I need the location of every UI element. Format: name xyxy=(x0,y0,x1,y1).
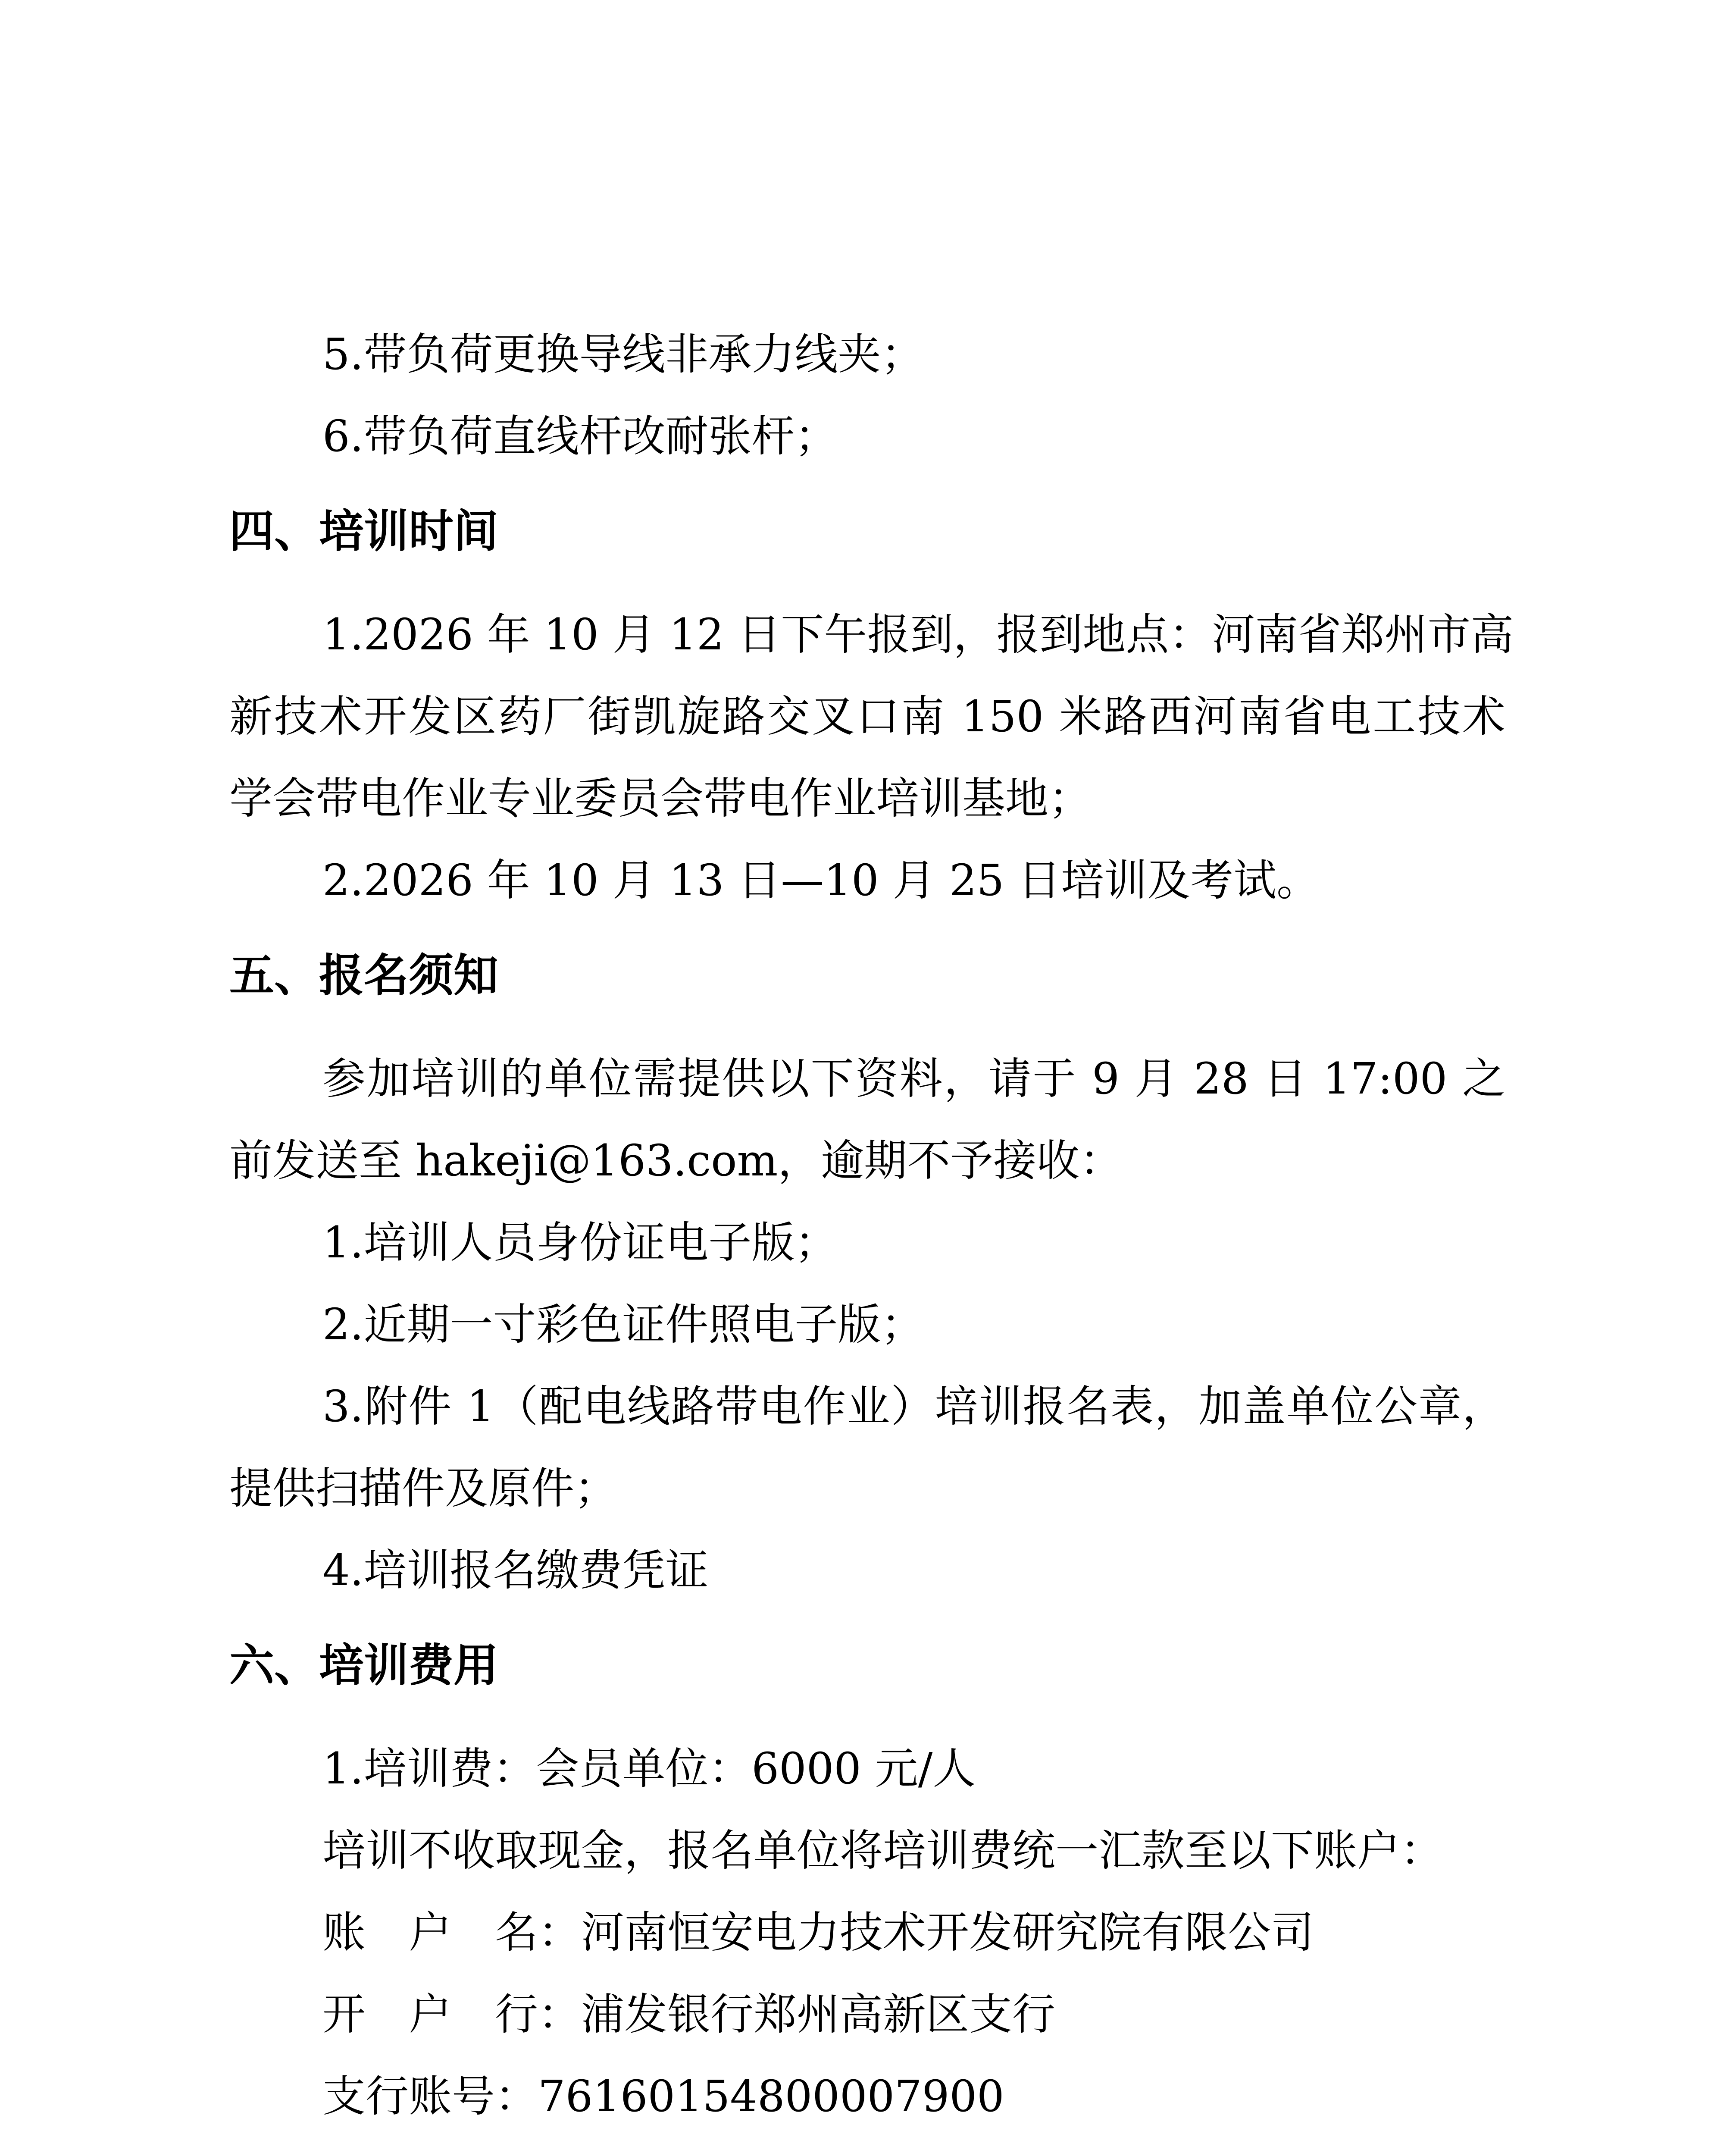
account-name: 账 户 名：河南恒安电力技术开发研究院有限公司 xyxy=(322,1907,1314,1958)
account-number: 支行账号：76160154800007900 xyxy=(322,2071,1004,2122)
paragraph-line: 学会带电作业专业委员会带电作业培训基地； xyxy=(229,773,1092,824)
paragraph-line: 新技术开发区药厂街凯旋路交叉口南 150 米路西河南省电工技术 xyxy=(229,691,1505,742)
list-item: 5.带负荷更换导线非承力线夹； xyxy=(322,329,924,379)
list-item: 3.附件 1（配电线路带电作业）培训报名表，加盖单位公章， xyxy=(322,1381,1505,1432)
section-heading: 五、报名须知 xyxy=(229,949,499,1002)
list-item: 1.培训人员身份证电子版； xyxy=(322,1217,838,1268)
list-item: 2.2026 年 10 月 13 日—10 月 25 日培训及考试。 xyxy=(322,855,1320,906)
list-item: 4.培训报名缴费凭证 xyxy=(322,1545,709,1595)
paragraph-line: 前发送至 hakeji@163.com，逾期不予接收： xyxy=(229,1135,1123,1186)
list-item: 6.带负荷直线杆改耐张杆； xyxy=(322,411,838,461)
fee-line: 1.培训费：会员单位：6000 元/人 xyxy=(322,1743,976,1794)
section-heading: 四、培训时间 xyxy=(229,505,499,558)
paragraph-line: 参加培训的单位需提供以下资料，请于 9 月 28 日 17:00 之 xyxy=(322,1053,1505,1104)
paragraph-line: 1.2026 年 10 月 12 日下午报到，报到地点：河南省郑州市高 xyxy=(322,609,1514,660)
bank-name: 开 户 行：浦发银行郑州高新区支行 xyxy=(322,1989,1055,2040)
list-item: 2.近期一寸彩色证件照电子版； xyxy=(322,1299,924,1350)
paragraph-line: 提供扫描件及原件； xyxy=(229,1463,617,1514)
section-heading: 六、培训费用 xyxy=(229,1639,499,1692)
payment-note: 培训不收取现金，报名单位将培训费统一汇款至以下账户： xyxy=(322,1825,1443,1876)
